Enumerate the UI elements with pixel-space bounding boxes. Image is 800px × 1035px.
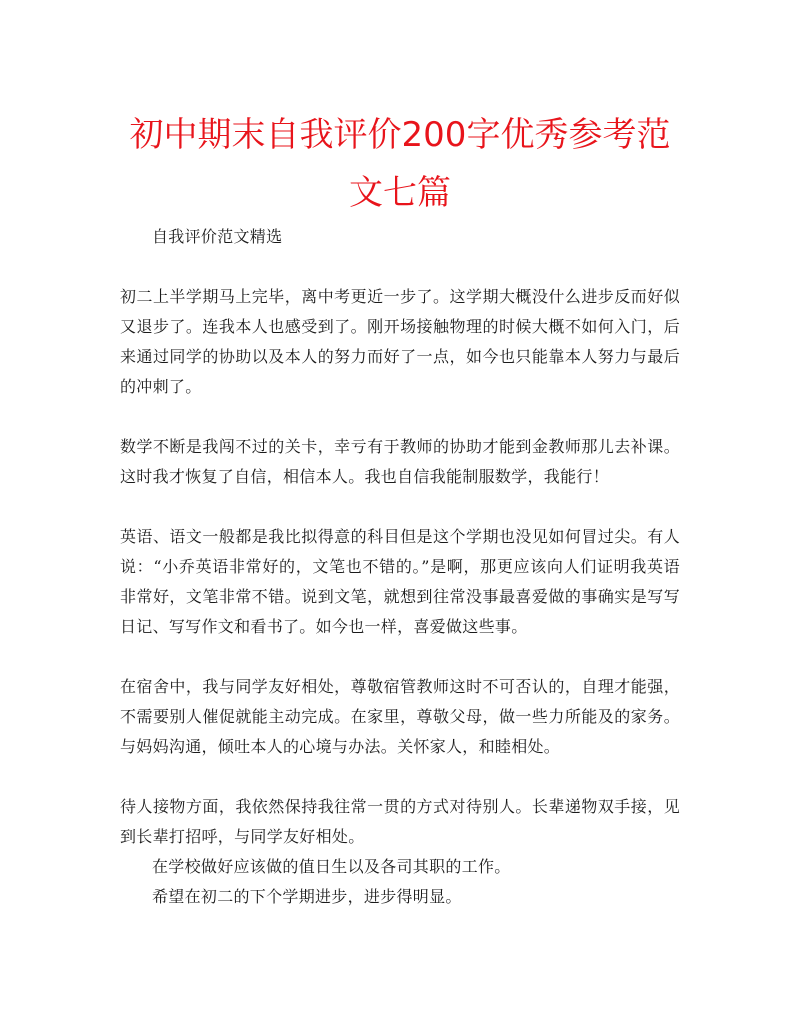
paragraph-5: 待人接物方面，我依然保持我往常一贯的方式对待别人。长辈递物双手接，见到长辈打招呼，与同学友好相处。 <box>120 797 680 846</box>
document-title: 初中期末自我评价200字优秀参考范文七篇 <box>129 115 671 213</box>
closing-line-1: 在学校做好应该做的值日生以及各司其职的工作。 <box>152 857 511 876</box>
subtitle: 自我评价范文精选 <box>152 227 283 246</box>
closing-line-2: 希望在初二的下个学期进步，进步得明显。 <box>152 887 462 906</box>
paragraph-4: 在宿舍中，我与同学友好相处，尊敬宿管教师这时不可否认的，自理才能强，不需要别人催促就能主动完成。在家里，尊敬父母，做一些力所能及的家务。与妈妈沟通，倾吐本人的心境与办法。关怀家人，和睦相处。 <box>120 677 680 756</box>
paragraph-1: 初二上半学期马上完毕，离中考更近一步了。这学期大概没什么进步反而好似又退步了。连我本人也感受到了。刚开场接触物理的时候大概不如何入门，后来通过同学的协助以及本人的努力而好了一点，如今也只能靠本人努力与最后的冲刺了。 <box>120 287 680 396</box>
paragraph-3: 英语、语文一般都是我比拟得意的科目但是这个学期也没见如何冒过尖。有人说：“小乔英语非常好的，文笔也不错的。”是啊，那更应该向人们证明我英语非常好，文笔非常不错。说到文笔，就想到往常没事最喜爱做的事确实是写写日记、写写作文和看书了。如今也一样，喜爱做这些事。 <box>120 527 680 636</box>
paragraph-2: 数学不断是我闯不过的关卡，幸亏有于教师的协助才能到金教师那儿去补课。这时我才恢复了自信，相信本人。我也自信我能制服数学，我能行！ <box>120 437 680 486</box>
document-body <box>120 222 680 912</box>
